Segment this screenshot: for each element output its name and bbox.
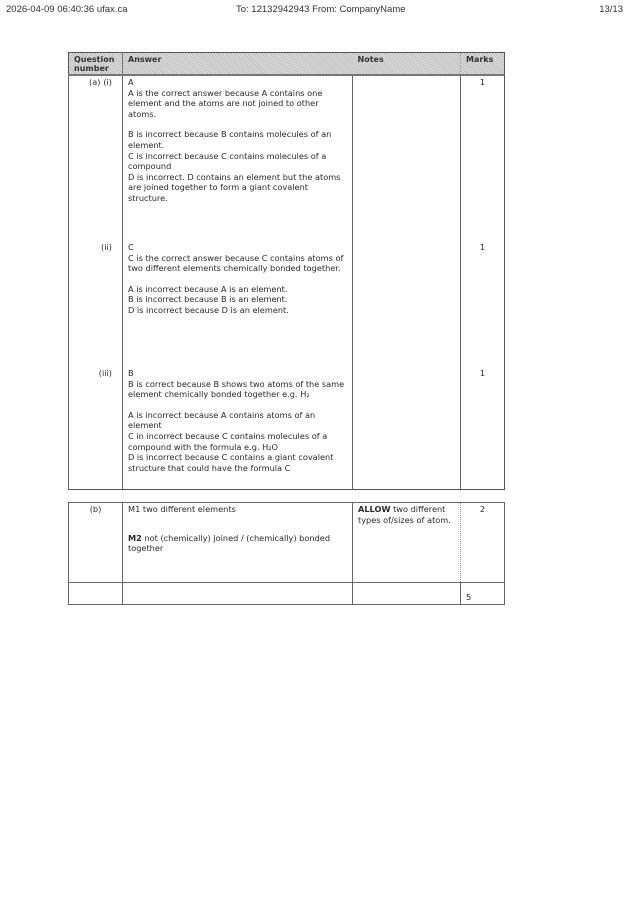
allow-text: two different types of/sizes of atom. xyxy=(358,504,451,525)
incorrect-explanation: D is incorrect. D contains an element but the atoms are joined together to form a giant covalent structure. xyxy=(128,171,341,203)
marks-cell: 2 xyxy=(461,503,505,583)
answer-letter: C xyxy=(128,242,134,252)
question-number-cell xyxy=(69,75,123,241)
incorrect-explanation: B is incorrect because B contains molecules of an element. xyxy=(128,129,332,150)
marks-cell: 1 xyxy=(461,241,505,367)
notes-cell xyxy=(353,367,461,489)
correct-explanation: B is correct because B shows two atoms of the same element chemically bonded together e.g. H₂ xyxy=(128,378,345,400)
empty-cell xyxy=(69,583,123,605)
fax-page-number: 13/13 xyxy=(599,4,623,15)
m2-label: M2 xyxy=(128,532,142,543)
marks-cell: 1 xyxy=(461,75,505,241)
incorrect-explanation: C is incorrect because C contains molecules of a compound xyxy=(128,150,327,172)
header-marks: Marks xyxy=(461,53,505,76)
table-header-row xyxy=(69,53,505,76)
table-row-a-i xyxy=(69,75,505,241)
answer-cell xyxy=(123,503,353,583)
incorrect-explanation: C in incorrect because C contains molecules of a compound with the formula e.g. H₂O xyxy=(128,430,328,452)
incorrect-explanation: A is incorrect because A contains atoms of an element xyxy=(128,409,316,431)
notes-cell xyxy=(353,241,461,367)
empty-cell xyxy=(123,583,353,605)
answer-cell xyxy=(123,75,353,241)
table-row-a-iii xyxy=(69,367,505,489)
question-subpart: (i) xyxy=(103,77,112,87)
empty-cell xyxy=(353,583,461,605)
mark-scheme-table-a xyxy=(68,52,505,490)
incorrect-explanation: D is incorrect because D is an element. xyxy=(128,304,289,315)
answer-cell xyxy=(123,241,353,367)
table-row-a-ii xyxy=(69,241,505,367)
answer-letter: B xyxy=(128,368,134,378)
incorrect-explanation: B is incorrect because B is an element. xyxy=(128,294,288,305)
table-row-b xyxy=(69,503,505,583)
incorrect-explanation: A is incorrect because A is an element. xyxy=(128,283,288,294)
fax-header xyxy=(0,4,635,18)
answer-letter: A xyxy=(128,77,134,87)
mark-scheme-table-b xyxy=(68,502,505,605)
correct-explanation: A is the correct answer because A contains one element and the atoms are not joined to other atoms. xyxy=(128,87,323,119)
m2-text: not (chemically) joined / (chemically) bonded together xyxy=(128,532,331,554)
question-number-cell: (b) xyxy=(69,503,123,583)
answer-cell xyxy=(123,367,353,489)
question-part: (a) xyxy=(89,77,101,87)
notes-cell xyxy=(353,75,461,241)
incorrect-explanation: D is incorrect because C contains a giant covalent structure that could have the formula C xyxy=(128,452,334,473)
header-answer: Answer xyxy=(123,53,353,76)
header-question-number: Question number xyxy=(69,53,123,76)
marks-cell: 1 xyxy=(461,367,505,489)
fax-timestamp: 2026-04-09 06:40:36 ufax.ca xyxy=(6,4,128,15)
question-number-cell xyxy=(69,367,123,489)
question-subpart: (iii) xyxy=(98,368,112,378)
allow-label: ALLOW xyxy=(358,504,391,514)
header-notes: Notes xyxy=(353,53,461,76)
marking-point-m2 xyxy=(128,533,347,554)
question-number-cell xyxy=(69,241,123,367)
fax-to-from: To: 12132942943 From: CompanyName xyxy=(236,4,406,15)
notes-cell xyxy=(353,503,461,583)
question-subpart: (ii) xyxy=(101,242,112,252)
correct-explanation: C is the correct answer because C contains atoms of two different elements chemically bonded together. xyxy=(128,252,344,274)
total-marks-cell: 5 xyxy=(461,583,505,605)
total-row xyxy=(69,583,505,605)
marking-point-m1: M1 two different elements xyxy=(128,504,236,514)
